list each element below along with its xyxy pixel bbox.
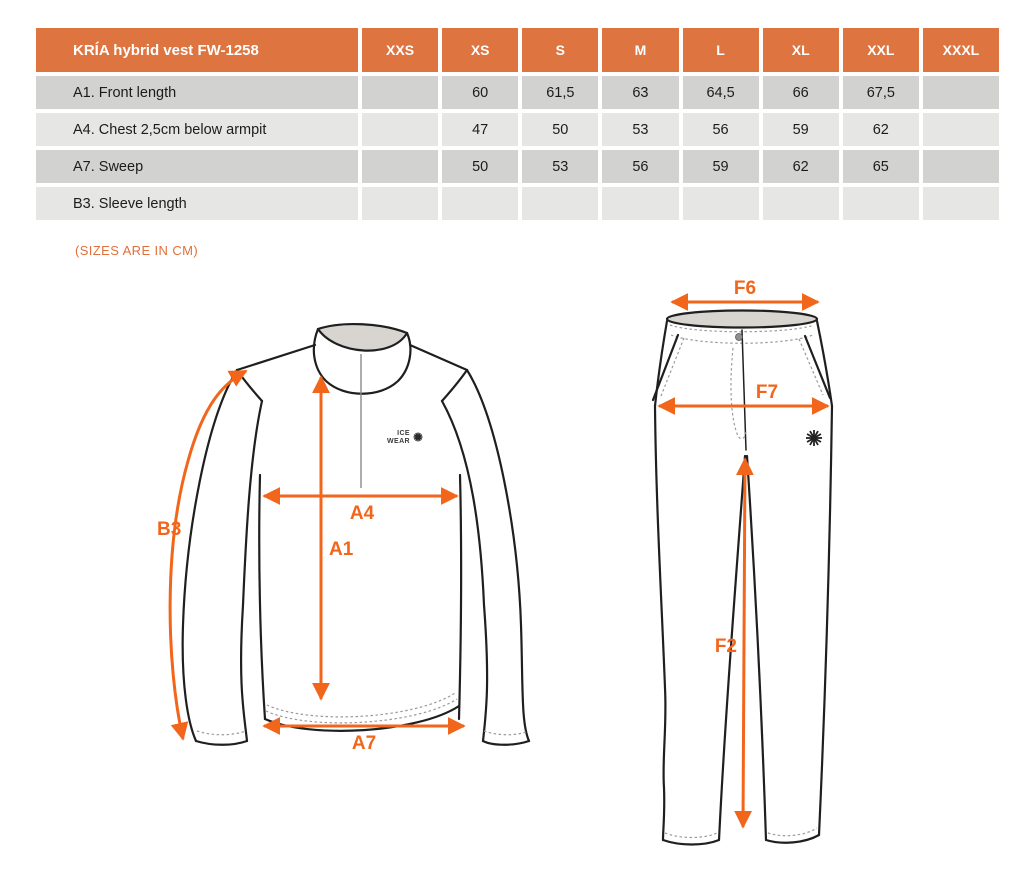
size-value-cell: 47: [442, 113, 518, 146]
size-value-cell: 65: [843, 150, 919, 183]
snowflake-icon: [414, 433, 423, 442]
size-column-header: XXL: [843, 28, 919, 72]
size-value-cell: [923, 150, 999, 183]
size-value-cell: 59: [683, 150, 759, 183]
snowflake-icon: [806, 430, 822, 446]
size-column-header: XXXL: [923, 28, 999, 72]
size-value-cell: 56: [683, 113, 759, 146]
size-value-cell: 64,5: [683, 76, 759, 109]
size-column-header: XXS: [362, 28, 438, 72]
size-value-cell: 66: [763, 76, 839, 109]
brand-logo: [387, 430, 423, 445]
size-column-header: XL: [763, 28, 839, 72]
size-value-cell: 56: [602, 150, 678, 183]
size-value-cell: 50: [522, 113, 598, 146]
size-value-cell: [602, 187, 678, 220]
f2-label: F2: [714, 636, 737, 657]
size-column-header: S: [522, 28, 598, 72]
size-value-cell: 59: [763, 113, 839, 146]
size-value-cell: [923, 187, 999, 220]
size-value-cell: 61,5: [522, 76, 598, 109]
jacket-outline: [183, 324, 529, 745]
row-label: A1. Front length: [36, 76, 358, 109]
size-value-cell: 67,5: [843, 76, 919, 109]
size-value-cell: [362, 187, 438, 220]
f2-measure-arrow: [743, 459, 745, 827]
brand-logo-line1: ICE: [397, 430, 410, 437]
size-value-cell: [362, 76, 438, 109]
waist-button: [736, 334, 743, 341]
f6-label: F6: [733, 278, 757, 299]
size-value-cell: [442, 187, 518, 220]
size-value-cell: [522, 187, 598, 220]
a4-label: A4: [349, 503, 375, 524]
size-value-cell: 60: [442, 76, 518, 109]
size-value-cell: 62: [763, 150, 839, 183]
size-value-cell: [923, 113, 999, 146]
f7-label: F7: [755, 382, 779, 403]
size-column-header: L: [683, 28, 759, 72]
size-table: [36, 28, 999, 220]
size-value-cell: 50: [442, 150, 518, 183]
b3-label: B3: [157, 519, 182, 540]
a7-label: A7: [351, 733, 377, 754]
jacket-measurement-diagram: [140, 295, 580, 770]
size-value-cell: 63: [602, 76, 678, 109]
row-label: A7. Sweep: [36, 150, 358, 183]
size-value-cell: [683, 187, 759, 220]
size-value-cell: [763, 187, 839, 220]
row-label: B3. Sleeve length: [36, 187, 358, 220]
size-value-cell: 53: [522, 150, 598, 183]
size-value-cell: [923, 76, 999, 109]
units-note: (SIZES ARE IN CM): [75, 243, 199, 258]
brand-logo-line2: WEAR: [387, 438, 410, 445]
a1-label: A1: [329, 539, 354, 560]
size-value-cell: 53: [602, 113, 678, 146]
b3-measure-arrow: [170, 371, 246, 739]
pants-measurement-diagram: [620, 278, 1034, 878]
size-value-cell: [362, 113, 438, 146]
size-value-cell: [843, 187, 919, 220]
size-value-cell: 62: [843, 113, 919, 146]
size-column-header: XS: [442, 28, 518, 72]
size-value-cell: [362, 150, 438, 183]
row-label: A4. Chest 2,5cm below armpit: [36, 113, 358, 146]
table-title: KRÍA hybrid vest FW-1258: [36, 28, 358, 72]
size-column-header: M: [602, 28, 678, 72]
